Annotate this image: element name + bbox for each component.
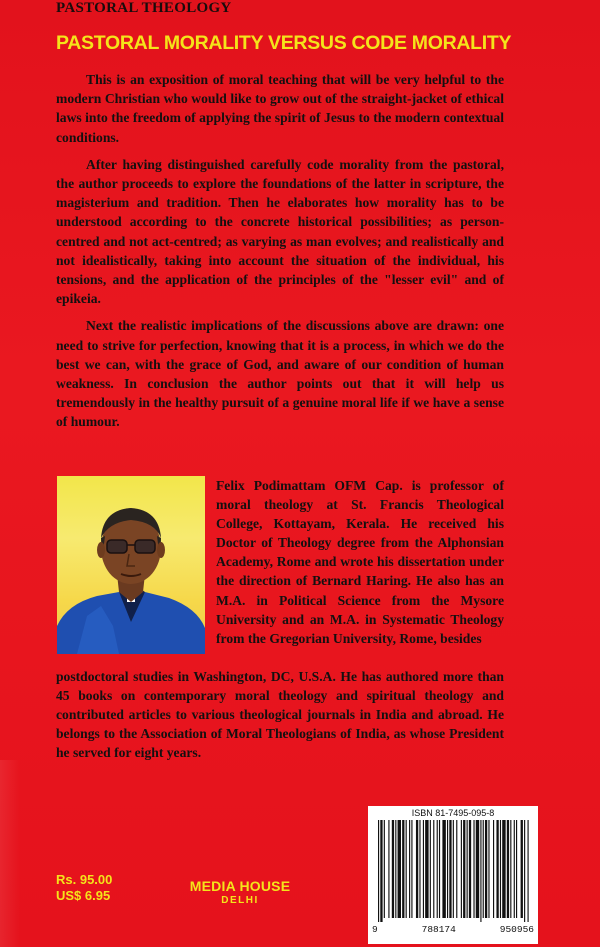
isbn-barcode-icon [376, 820, 530, 922]
description-paragraph: Next the realistic implications of the discussions above are drawn: one need to strive for perfection, knowing that it is a process, in which we do the best we can, with the grace of God, and aware of our condition of human weakness. In conclusion the author points out that it will help us tremendously in the healthy pursuit of a genuine moral life if we have a sense of humour. [56, 318, 504, 430]
barcode-bar [437, 820, 438, 918]
barcode-bar [461, 820, 462, 918]
barcode-bar [500, 820, 501, 918]
barcode-bar [453, 820, 454, 918]
price-usd: US$ 6.95 [56, 888, 111, 903]
barcode-bar [430, 820, 431, 918]
author-bio-part1: Felix Podimattam OFM Cap. is professor of moral theology at St. Francis Theological College, Kottayam, Kerala. He received his Doctor of Theology degree from the Alphonsian Academy, Rome and wrote his dissertation under the direction of Bernard Haring. He also has an M.A. in Political Science from the Mysore University and an M.A. in Systematic Theology from the Gregorian University, Rome, besides [216, 478, 504, 646]
author-portrait-icon [57, 476, 205, 654]
barcode-bar [380, 820, 382, 922]
barcode-digit-group: 9 [372, 924, 378, 935]
description-paragraph: After having distinguished carefully code morality from the pastoral, the author proceeds to explore the foundations of the latter in scripture, the magisterium and tradition. Then he elaborates how morality has to be understood according to the concrete historical possibilities; as person-centred and not act-centred; as varying as man evolves; and realistically and not idealistically, taking into account the situation of the individual, his tensions, and the application of the principles of the "lesser evil" and of epikeia. [56, 156, 504, 307]
publisher-name: MEDIA HOUSE [189, 878, 291, 894]
barcode-bar [402, 820, 404, 918]
barcode-bar [378, 820, 379, 922]
barcode-bar [384, 820, 385, 918]
barcode-bar [510, 820, 511, 918]
barcode-digits [372, 924, 534, 935]
barcode-bar [456, 820, 457, 918]
barcode-digit-group: 788174 [421, 924, 456, 935]
barcode-bar [502, 820, 505, 918]
barcode-digit-group: 950956 [499, 924, 534, 935]
barcode-bar [398, 820, 401, 918]
barcode-bar [516, 820, 517, 918]
barcode-bar [388, 820, 389, 918]
barcode-panel [368, 806, 538, 944]
author-bio-part2: postdoctoral studies in Washington, DC, U.S.A. He has authored more than 45 books on contemporary moral theology and spiritual theology and contributed articles to various theological journals in India and abroad. He belongs to the Association of Moral Theologians of India, as whose President he served for eight years. [56, 669, 504, 761]
barcode-bar [528, 820, 529, 922]
barcode-bar [392, 820, 394, 918]
barcode-bar [416, 820, 418, 918]
barcode-bar [423, 820, 424, 918]
barcode-bar [485, 820, 487, 918]
author-photo [57, 476, 205, 654]
barcode-bar [521, 820, 523, 918]
barcode-bar [463, 820, 465, 918]
book-description [56, 70, 504, 432]
barcode-bar [488, 820, 489, 918]
barcode-bar [419, 820, 420, 918]
barcode-bar [433, 820, 434, 918]
barcode-bar [473, 820, 474, 918]
barcode-bar [496, 820, 498, 918]
publisher-logo [170, 878, 310, 906]
barcode-bar [480, 820, 481, 922]
barcode-bar [425, 820, 428, 918]
barcode-bar [439, 820, 440, 918]
barcode-bar [476, 820, 479, 918]
barcode-bar [514, 820, 515, 918]
barcode-bar [524, 820, 525, 922]
barcode-bar [411, 820, 412, 918]
price-inr: Rs. 95.00 [56, 872, 113, 887]
barcode-bar [447, 820, 448, 918]
barcode-bar [483, 820, 484, 918]
barcode-bar [406, 820, 407, 918]
spine-wear [0, 760, 20, 947]
publisher-city: DELHI [221, 895, 259, 906]
barcode-bar [395, 820, 396, 918]
barcode-bar [442, 820, 445, 918]
barcode-bar [409, 820, 410, 918]
price-block [56, 872, 140, 904]
barcode-bar [507, 820, 509, 918]
barcode-bar [469, 820, 471, 918]
isbn-number: ISBN 81-7495-095-8 [411, 808, 495, 818]
description-paragraph: This is an exposition of moral teaching that will be very helpful to the modern Christian who would like to grow out of the straight-jacket of ethical laws into the freedom of applying the spirit of Jesus to the modern contextual conditions. [56, 72, 504, 145]
barcode-bar [467, 820, 468, 918]
barcode-bar [449, 820, 451, 918]
book-title: PASTORAL MORALITY VERSUS CODE MORALITY [56, 32, 512, 54]
barcode-bar [493, 820, 494, 918]
series-label: PASTORAL THEOLOGY [56, 0, 232, 16]
